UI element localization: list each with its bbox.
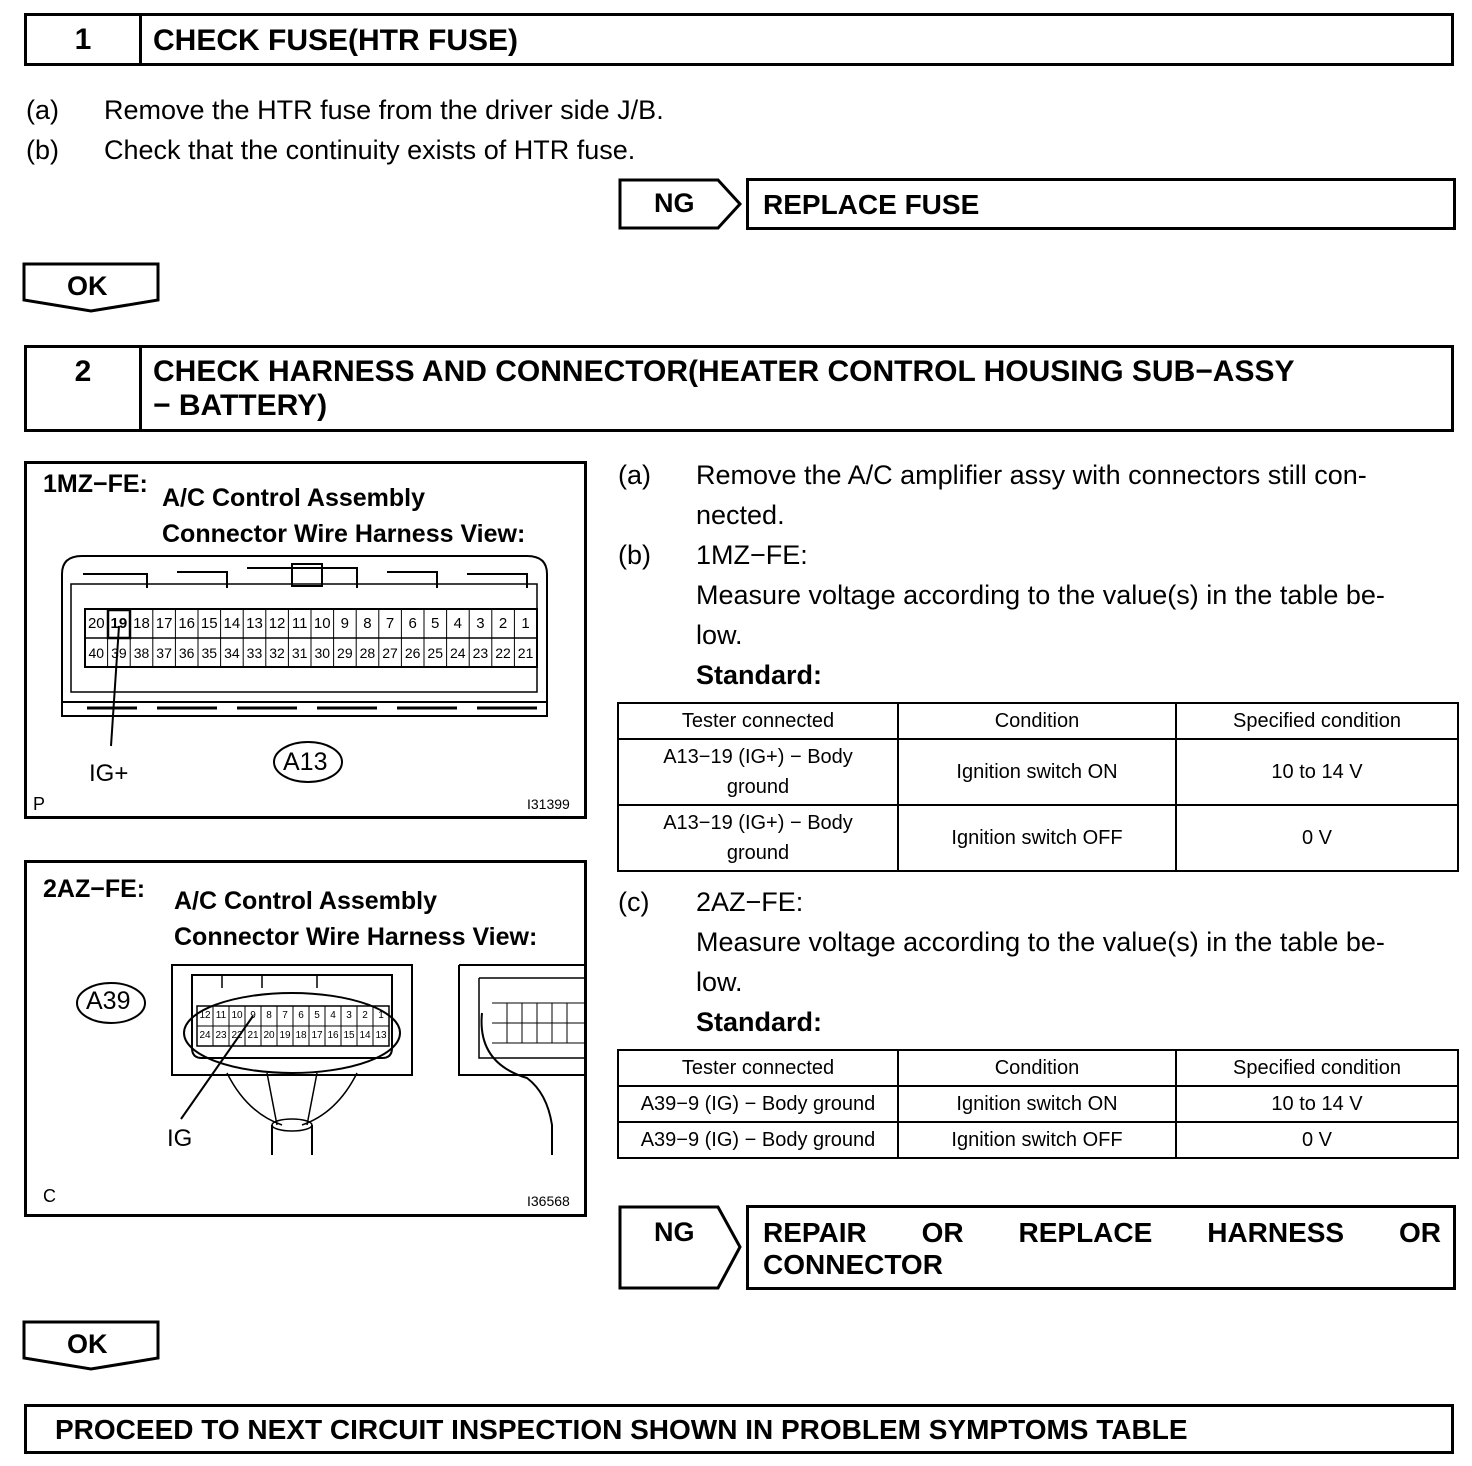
fig1-pins-bottom: 40 39 38 37 36 35 34 33 32 31 30 29 28 27 26 25 24 23 22 21 — [88, 645, 534, 661]
fig2-engine: 2AZ−FE: — [43, 875, 146, 903]
step1-header — [24, 13, 1454, 66]
step2-ok-label: OK — [67, 1329, 108, 1359]
step2-instruction-b: (b) 1MZ−FE: Measure voltage according to the value(s) in the table be- low. Standard: — [618, 540, 1385, 690]
connector-figure-1mz — [24, 461, 587, 819]
step2-title: CHECK HARNESS AND CONNECTOR(HEATER CONTROL HOUSING SUB−ASSY − BATTERY) — [153, 355, 1295, 422]
fig1-code: I31399 — [527, 796, 570, 812]
step1-ng-action: REPLACE FUSE — [746, 178, 1456, 230]
step1-ok-label: OK — [67, 271, 108, 301]
step2-instruction-c: (c) 2AZ−FE: Measure voltage according to the value(s) in the table be- low. Standard: — [618, 887, 1385, 1037]
fig1-title-1: A/C Control Assembly — [162, 484, 426, 512]
fig1-corner: P — [33, 794, 46, 814]
step1-title: CHECK FUSE(HTR FUSE) — [153, 24, 518, 57]
table-row: A13−19 (IG+) − Body ground Ignition switch OFF 0 V — [618, 805, 1458, 871]
fig2-pin-label: IG — [167, 1125, 193, 1152]
step1-instruction-b: (b) Check that the continuity exists of HTR fuse. — [26, 135, 636, 165]
fig2-corner: C — [43, 1186, 56, 1206]
step1-number: 1 — [27, 16, 142, 63]
table-header: Tester connected Condition Specified condition — [618, 703, 1458, 739]
step1-ng-label: NG — [654, 188, 695, 218]
final-instruction: PROCEED TO NEXT CIRCUIT INSPECTION SHOWN IN PROBLEM SYMPTOMS TABLE — [24, 1404, 1454, 1454]
spec-table-1mz — [617, 702, 1459, 872]
step2-instruction-a: (a) Remove the A/C amplifier assy with connectors still con- nected. — [618, 460, 1367, 530]
fig1-engine: 1MZ−FE: — [43, 470, 148, 498]
fig1-pin-label: IG+ — [89, 760, 129, 787]
spec-table-2az — [617, 1049, 1459, 1159]
step2-ng-label: NG — [654, 1217, 695, 1247]
fig1-connector-id: A13 — [283, 748, 328, 776]
table-header: Tester connected Condition Specified condition — [618, 1050, 1458, 1086]
fig2-title-1: A/C Control Assembly — [174, 887, 438, 915]
fig1-title-2: Connector Wire Harness View: — [162, 520, 526, 548]
table-row: A13−19 (IG+) − Body ground Ignition switch ON 10 to 14 V — [618, 739, 1458, 805]
fig2-title-2: Connector Wire Harness View: — [174, 923, 538, 951]
connector-figure-2az — [24, 860, 587, 1217]
fig1-pins-top: 20 19 18 17 16 15 14 13 12 11 10 9 8 7 6 5 4 3 2 1 — [87, 615, 530, 632]
fig2-connector-id: A39 — [86, 987, 131, 1015]
table-row: A39−9 (IG) − Body ground Ignition switch OFF 0 V — [618, 1122, 1458, 1158]
fig2-code: I36568 — [527, 1193, 570, 1209]
fig2-pins-bottom: 24 23 22 21 20 19 18 17 16 15 14 13 — [199, 1030, 387, 1041]
table-row: A39−9 (IG) − Body ground Ignition switch ON 10 to 14 V — [618, 1086, 1458, 1122]
step2-number: 2 — [27, 348, 142, 429]
step2-ng-action: REPAIR OR REPLACE HARNESS OR CONNECTOR — [746, 1205, 1456, 1290]
step1-instruction-a: (a) Remove the HTR fuse from the driver side J/B. — [26, 95, 664, 125]
fig2-pins-top: 12 11 10 9 8 7 6 5 4 3 2 1 — [199, 1010, 384, 1021]
step2-header — [24, 345, 1454, 432]
